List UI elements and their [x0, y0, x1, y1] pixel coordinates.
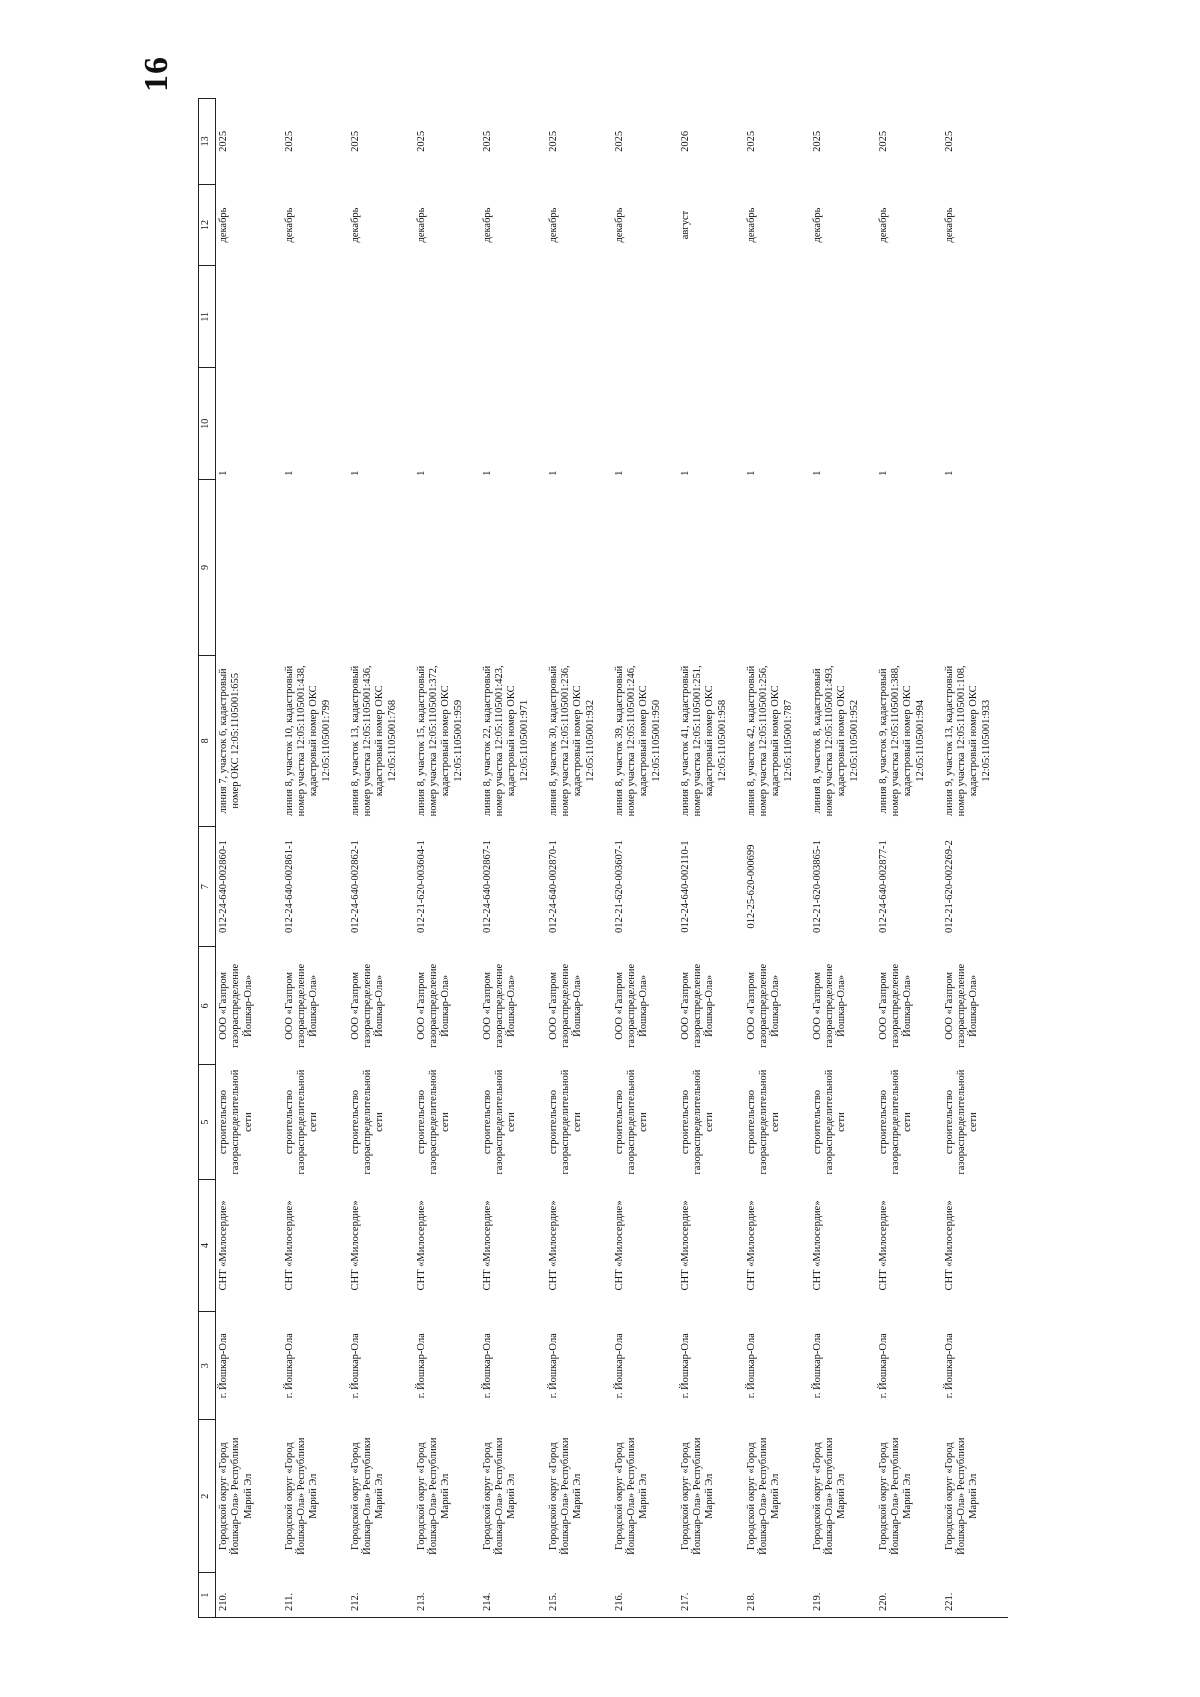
column-9-cell	[546, 480, 612, 655]
work-type-cell: строительство газораспределительной сети	[349, 1069, 386, 1175]
work-type-cell: строительство газораспределительной сети	[877, 1069, 914, 1175]
snt-cell: СНТ «Милосердие»	[481, 1200, 493, 1291]
table-row	[942, 99, 1008, 1618]
snt-cell: СНТ «Милосердие»	[811, 1200, 823, 1291]
table-row	[216, 99, 282, 1618]
year-cell: 2025	[943, 130, 955, 152]
district-cell: Городской округ «Город Йошкар-Ола» Республики Марий Эл	[283, 1437, 320, 1555]
quantity-cell: 1	[679, 470, 691, 476]
city-cell: г. Йошкар-Ола	[679, 1333, 691, 1399]
column-header-12: 12	[199, 184, 216, 266]
column-header-3: 3	[199, 1312, 216, 1420]
table-row	[348, 99, 414, 1618]
city-cell: г. Йошкар-Ола	[811, 1333, 823, 1399]
snt-cell: СНТ «Милосердие»	[745, 1200, 757, 1291]
address-cell: линия 8, участок 42, кадастровый номер участка 12:05:1105001:256, кадастровый номер ОКС 12:05:1105001:787	[745, 665, 794, 817]
table-row	[612, 99, 678, 1618]
month-cell: декабрь	[547, 207, 559, 243]
table-row	[678, 99, 744, 1618]
address-cell: линия 8, участок 39, кадастровый номер участка 12:05:1105001:246, кадастровый номер ОКС 12:05:1105001:950	[613, 665, 662, 817]
application-code-cell: 012-24-640-002110-1	[679, 840, 691, 933]
column-11-cell	[414, 266, 480, 368]
row-number: 212.	[348, 1573, 414, 1618]
column-9-cell	[480, 480, 546, 655]
address-cell: линия 8, участок 13, кадастровый номер участка 12:05:1105001:436, кадастровый номер ОКС 12:05:1105001:768	[349, 665, 398, 817]
table-body	[216, 99, 1008, 1618]
year-cell: 2025	[415, 130, 427, 152]
table-row	[546, 99, 612, 1618]
work-type-cell: строительство газораспределительной сети	[745, 1069, 782, 1175]
work-type-cell: строительство газораспределительной сети	[679, 1069, 716, 1175]
organization-cell: ООО «Газпром газораспределение Йошкар-Ола»	[745, 963, 782, 1048]
column-9-cell	[348, 480, 414, 655]
column-11-cell	[810, 266, 876, 368]
city-cell: г. Йошкар-Ола	[943, 1333, 955, 1399]
column-9-cell	[612, 480, 678, 655]
column-11-cell	[282, 266, 348, 368]
organization-cell: ООО «Газпром газораспределение Йошкар-Ола»	[415, 963, 452, 1048]
organization-cell: ООО «Газпром газораспределение Йошкар-Ола»	[613, 963, 650, 1048]
city-cell: г. Йошкар-Ола	[745, 1333, 757, 1399]
column-9-cell	[876, 480, 942, 655]
year-cell: 2025	[745, 130, 757, 152]
address-cell: линия 9, участок 13, кадастровый номер участка 12:05:1105001:108, кадастровый номер ОКС 12:05:1105001:933	[943, 665, 992, 817]
table-row	[876, 99, 942, 1618]
quantity-cell: 1	[349, 470, 361, 476]
work-type-cell: строительство газораспределительной сети	[547, 1069, 584, 1175]
row-number: 216.	[612, 1573, 678, 1618]
organization-cell: ООО «Газпром газораспределение Йошкар-Ола»	[877, 963, 914, 1048]
district-cell: Городской округ «Город Йошкар-Ола» Республики Марий Эл	[745, 1437, 782, 1555]
column-9-cell	[678, 480, 744, 655]
column-11-cell	[612, 266, 678, 368]
district-cell: Городской округ «Город Йошкар-Ола» Республики Марий Эл	[613, 1437, 650, 1555]
quantity-cell: 1	[218, 470, 229, 476]
row-number: 218.	[744, 1573, 810, 1618]
quantity-cell: 1	[811, 470, 823, 476]
city-cell: г. Йошкар-Ола	[547, 1333, 559, 1399]
row-number: 219.	[810, 1573, 876, 1618]
application-code-cell: 012-24-640-002861-1	[283, 840, 295, 933]
month-cell: декабрь	[943, 207, 955, 243]
application-code-cell: 012-24-640-002867-1	[481, 840, 493, 933]
year-cell: 2025	[811, 130, 823, 152]
column-11-cell	[348, 266, 414, 368]
column-11-cell	[744, 266, 810, 368]
city-cell: г. Йошкар-Ола	[218, 1333, 229, 1399]
column-header-11: 11	[199, 266, 216, 368]
city-cell: г. Йошкар-Ола	[283, 1333, 295, 1399]
year-cell: 2025	[613, 130, 625, 152]
district-cell: Городской округ «Город Йошкар-Ола» Республики Марий Эл	[349, 1437, 386, 1555]
column-11-cell	[546, 266, 612, 368]
row-number: 210.	[216, 1573, 282, 1618]
row-number: 215.	[546, 1573, 612, 1618]
column-11-cell	[216, 266, 282, 368]
organization-cell: ООО «Газпром газораспределение Йошкар-Ола»	[811, 963, 848, 1048]
snt-cell: СНТ «Милосердие»	[943, 1200, 955, 1291]
quantity-cell: 1	[877, 470, 889, 476]
column-9-cell	[942, 480, 1008, 655]
column-header-4: 4	[199, 1179, 216, 1312]
snt-cell: СНТ «Милосердие»	[547, 1200, 559, 1291]
column-header-1: 1	[199, 1573, 216, 1618]
application-code-cell: 012-21-620-003604-1	[415, 840, 427, 933]
column-11-cell	[942, 266, 1008, 368]
row-number: 221.	[942, 1573, 1008, 1618]
city-cell: г. Йошкар-Ола	[613, 1333, 625, 1399]
address-cell: линия 8, участок 30, кадастровый номер участка 12:05:1105001:236, кадастровый номер ОКС 12:05:1105001:932	[547, 665, 596, 817]
column-header-5: 5	[199, 1065, 216, 1179]
address-cell: линия 7, участок 6, кадастровый номер ОКС 12:05:1105001:655	[218, 668, 242, 814]
year-cell: 2025	[877, 130, 889, 152]
city-cell: г. Йошкар-Ола	[481, 1333, 493, 1399]
application-code-cell: 012-24-640-002862-1	[349, 840, 361, 933]
column-header-9: 9	[199, 480, 216, 655]
row-number: 214.	[480, 1573, 546, 1618]
work-type-cell: строительство газораспределительной сети	[481, 1069, 518, 1175]
quantity-cell: 1	[613, 470, 625, 476]
year-cell: 2025	[349, 130, 361, 152]
address-cell: линия 8, участок 22, кадастровый номер участка 12:05:1105001:423, кадастровый номер ОКС 12:05:1105001:971	[481, 665, 530, 817]
organization-cell: ООО «Газпром газораспределение Йошкар-Ола»	[547, 963, 584, 1048]
district-cell: Городской округ «Город Йошкар-Ола» Республики Марий Эл	[481, 1437, 518, 1555]
address-cell: линия 8, участок 9, кадастровый номер участка 12:05:1105001:388, кадастровый номер ОКС 12:05:1105001:994	[877, 665, 926, 817]
city-cell: г. Йошкар-Ола	[877, 1333, 889, 1399]
quantity-cell: 1	[481, 470, 493, 476]
page-number: 16	[138, 56, 175, 92]
table-row	[414, 99, 480, 1618]
column-number-row	[199, 99, 216, 1618]
quantity-cell: 1	[745, 470, 757, 476]
month-cell: декабрь	[218, 207, 229, 243]
snt-cell: СНТ «Милосердие»	[613, 1200, 625, 1291]
column-9-cell	[744, 480, 810, 655]
column-9-cell	[216, 480, 282, 655]
row-number: 220.	[876, 1573, 942, 1618]
month-cell: август	[679, 210, 691, 240]
month-cell: декабрь	[481, 207, 493, 243]
work-type-cell: строительство газораспределительной сети	[613, 1069, 650, 1175]
city-cell: г. Йошкар-Ола	[415, 1333, 427, 1399]
column-header-6: 6	[199, 947, 216, 1065]
city-cell: г. Йошкар-Ола	[349, 1333, 361, 1399]
snt-cell: СНТ «Милосердие»	[877, 1200, 889, 1291]
month-cell: декабрь	[745, 207, 757, 243]
year-cell: 2025	[283, 130, 295, 152]
quantity-cell: 1	[547, 470, 559, 476]
row-number: 217.	[678, 1573, 744, 1618]
month-cell: декабрь	[283, 207, 295, 243]
gasification-table	[198, 98, 1008, 1618]
row-number: 213.	[414, 1573, 480, 1618]
column-header-8: 8	[199, 655, 216, 826]
quantity-cell: 1	[415, 470, 427, 476]
month-cell: декабрь	[613, 207, 625, 243]
quantity-cell: 1	[283, 470, 295, 476]
district-cell: Городской округ «Город Йошкар-Ола» Республики Марий Эл	[415, 1437, 452, 1555]
address-cell: линия 8, участок 8, кадастровый номер участка 12:05:1105001:493, кадастровый номер ОКС 12:05:1105001:952	[811, 665, 860, 817]
snt-cell: СНТ «Милосердие»	[218, 1200, 229, 1291]
month-cell: декабрь	[415, 207, 427, 243]
table-row	[810, 99, 876, 1618]
column-header-7: 7	[199, 826, 216, 946]
snt-cell: СНТ «Милосердие»	[349, 1200, 361, 1291]
organization-cell: ООО «Газпром газораспределение Йошкар-Ола»	[481, 963, 518, 1048]
row-number: 211.	[282, 1573, 348, 1618]
column-11-cell	[876, 266, 942, 368]
work-type-cell: строительство газораспределительной сети	[811, 1069, 848, 1175]
work-type-cell: строительство газораспределительной сети	[218, 1069, 254, 1175]
column-9-cell	[810, 480, 876, 655]
table-row	[744, 99, 810, 1618]
application-code-cell: 012-24-640-002877-1	[877, 840, 889, 933]
work-type-cell: строительство газораспределительной сети	[415, 1069, 452, 1175]
district-cell: Городской округ «Город Йошкар-Ола» Республики Марий Эл	[547, 1437, 584, 1555]
month-cell: декабрь	[811, 207, 823, 243]
organization-cell: ООО «Газпром газораспределение Йошкар-Ола»	[943, 963, 980, 1048]
snt-cell: СНТ «Милосердие»	[283, 1200, 295, 1291]
address-cell: линия 8, участок 41, кадастровый номер участка 12:05:1105001:251, кадастровый номер ОКС 12:05:1105001:958	[679, 665, 728, 817]
district-cell: Городской округ «Город Йошкар-Ола» Республики Марий Эл	[943, 1437, 980, 1555]
year-cell: 2025	[481, 130, 493, 152]
district-cell: Городской округ «Город Йошкар-Ола» Республики Марий Эл	[811, 1437, 848, 1555]
application-code-cell: 012-24-640-002870-1	[547, 840, 559, 933]
application-code-cell: 012-21-620-002269-2	[943, 840, 955, 933]
snt-cell: СНТ «Милосердие»	[679, 1200, 691, 1291]
district-cell: Городской округ «Город Йошкар-Ола» Республики Марий Эл	[877, 1437, 914, 1555]
district-cell: Городской округ «Город Йошкар-Ола» Республики Марий Эл	[218, 1437, 254, 1555]
organization-cell: ООО «Газпром газораспределение Йошкар-Ола»	[349, 963, 386, 1048]
month-cell: декабрь	[349, 207, 361, 243]
table-row	[282, 99, 348, 1618]
year-cell: 2025	[547, 130, 559, 152]
work-type-cell: строительство газораспределительной сети	[283, 1069, 320, 1175]
address-cell: линия 8, участок 10, кадастровый номер участка 12:05:1105001:438, кадастровый номер ОКС 12:05:1105001:799	[283, 665, 332, 817]
year-cell: 2026	[679, 130, 691, 152]
organization-cell: ООО «Газпром газораспределение Йошкар-Ола»	[218, 963, 254, 1048]
column-header-10: 10	[199, 368, 216, 480]
month-cell: декабрь	[877, 207, 889, 243]
address-cell: линия 8, участок 15, кадастровый номер участка 12:05:1105001:372, кадастровый номер ОКС 12:05:1105001:959	[415, 665, 464, 817]
column-header-13: 13	[199, 99, 216, 185]
application-code-cell: 012-24-640-002860-1	[218, 840, 229, 933]
rotated-table-container	[198, 98, 1008, 1618]
column-9-cell	[282, 480, 348, 655]
snt-cell: СНТ «Милосердие»	[415, 1200, 427, 1291]
organization-cell: ООО «Газпром газораспределение Йошкар-Ола»	[679, 963, 716, 1048]
application-code-cell: 012-21-620-003865-1	[811, 840, 823, 933]
organization-cell: ООО «Газпром газораспределение Йошкар-Ола»	[283, 963, 320, 1048]
column-11-cell	[678, 266, 744, 368]
work-type-cell: строительство газораспределительной сети	[943, 1069, 980, 1175]
column-header-2: 2	[199, 1420, 216, 1573]
application-code-cell: 012-25-620-000699	[745, 844, 757, 929]
column-9-cell	[414, 480, 480, 655]
column-11-cell	[480, 266, 546, 368]
year-cell: 2025	[218, 130, 229, 152]
quantity-cell: 1	[943, 470, 955, 476]
table-row	[480, 99, 546, 1618]
district-cell: Городской округ «Город Йошкар-Ола» Республики Марий Эл	[679, 1437, 716, 1555]
application-code-cell: 012-21-620-003607-1	[613, 840, 625, 933]
